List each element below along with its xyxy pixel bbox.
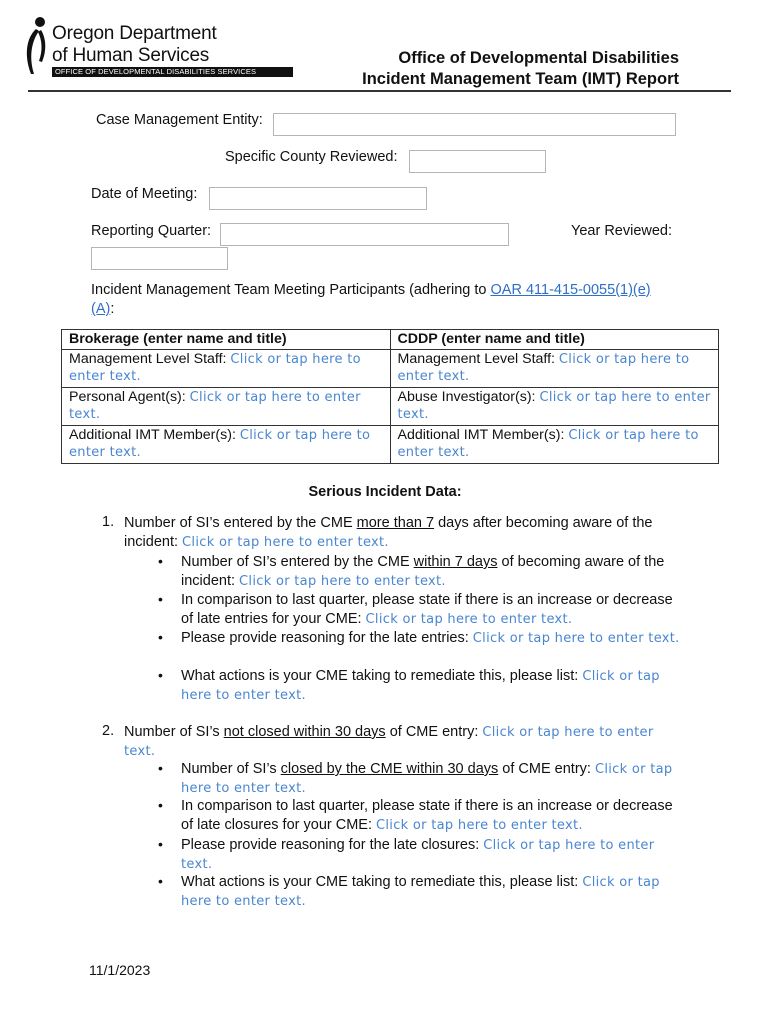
case-entity-field[interactable] [273,113,676,136]
table-row [62,425,719,463]
item1-text: Number of SI’s entered by the CME more than 7 days after becoming aware of the incident: Click or tap here to enter text. [124,515,653,550]
brokerage-pa-cell[interactable]: Personal Agent(s): Click or tap here to enter text. [62,387,391,425]
item2-input[interactable]: Click or tap here to enter text. [124,725,654,759]
header-rule [28,90,731,92]
cddp-additional-cell[interactable]: Additional IMT Member(s): Click or tap here to enter text. [390,425,719,463]
item1-bullet3: Please provide reasoning for the late entries: Click or tap here to enter text. [181,630,680,646]
si-section-title: Serious Incident Data: [308,484,462,500]
bullet-icon: • [158,836,163,852]
county-field[interactable] [409,150,546,173]
participants-table [61,329,719,464]
table-header-row [62,330,719,350]
bullet-icon: • [158,797,163,813]
bullet-icon: • [158,629,163,645]
logo-line1: Oregon Department [52,23,217,44]
bullet-icon: • [158,591,163,607]
item1-input[interactable]: Click or tap here to enter text. [182,535,389,550]
item2-bullet2: In comparison to last quarter, please state if there is an increase or decrease of late closures for your CME: Click or tap here to enter text. [181,798,673,833]
item2-text: Number of SI’s not closed within 30 days of CME entry: Click or tap here to enter text. [124,724,654,759]
dhs-logo-icon [22,16,52,78]
county-label: Specific County Reviewed: [225,149,398,165]
item2-bullet4: What actions is your CME taking to remediate this, please list: Click or tap here to enter text. [181,874,660,909]
item2-bullet3: Please provide reasoning for the late closures: Click or tap here to enter text. [181,837,655,872]
item1-bullet4: What actions is your CME taking to remediate this, please list: Click or tap here to enter text. [181,668,660,703]
item1-bullet1: Number of SI’s entered by the CME within 7 days of becoming aware of the incident: Click or tap here to enter text. [181,554,665,589]
col-cddp-header: CDDP (enter name and title) [390,330,719,350]
item2-bullet1: Number of SI’s closed by the CME within 30 days of CME entry: Click or tap here to enter text. [181,761,673,796]
item2-number: 2. [102,723,115,739]
cddp-abuse-cell[interactable]: Abuse Investigator(s): Click or tap here to enter text. [390,387,719,425]
oar-link-cont[interactable]: (A) [91,301,111,317]
year-field[interactable] [91,247,228,270]
bullet-icon: • [158,667,163,683]
brokerage-mgmt-cell[interactable]: Management Level Staff: Click or tap here to enter text. [62,349,391,387]
title-line1: Office of Developmental Disabilities [398,49,679,67]
cddp-mgmt-cell[interactable]: Management Level Staff: Click or tap here to enter text. [390,349,719,387]
year-label: Year Reviewed: [571,223,673,239]
bullet-icon: • [158,760,163,776]
logo-line2: of Human Services [52,45,210,66]
logo-bar: OFFICE OF DEVELOPMENTAL DISABILITIES SERVICES [52,67,293,77]
quarter-label: Reporting Quarter: [91,223,212,239]
bullet-icon: • [158,553,163,569]
item1-number: 1. [102,514,115,530]
footer-date: 11/1/2023 [89,962,151,978]
col-brokerage-header: Brokerage (enter name and title) [62,330,391,350]
meeting-date-label: Date of Meeting: [91,186,198,202]
case-entity-label: Case Management Entity: [96,112,263,128]
title-line2: Incident Management Team (IMT) Report [362,70,679,88]
oar-link[interactable]: OAR 411-415-0055(1)(e) [490,282,651,298]
participants-intro: Incident Management Team Meeting Participants (adhering to OAR 411-415-0055(1)(e) (A): [91,282,651,317]
bullet-icon: • [158,873,163,889]
quarter-field[interactable] [220,223,509,246]
brokerage-additional-cell[interactable]: Additional IMT Member(s): Click or tap here to enter text. [62,425,391,463]
meeting-date-field[interactable] [209,187,427,210]
table-row [62,387,719,425]
item1-bullet2: In comparison to last quarter, please state if there is an increase or decrease of late entries for your CME: Click or tap here to enter text. [181,592,673,627]
table-row [62,349,719,387]
